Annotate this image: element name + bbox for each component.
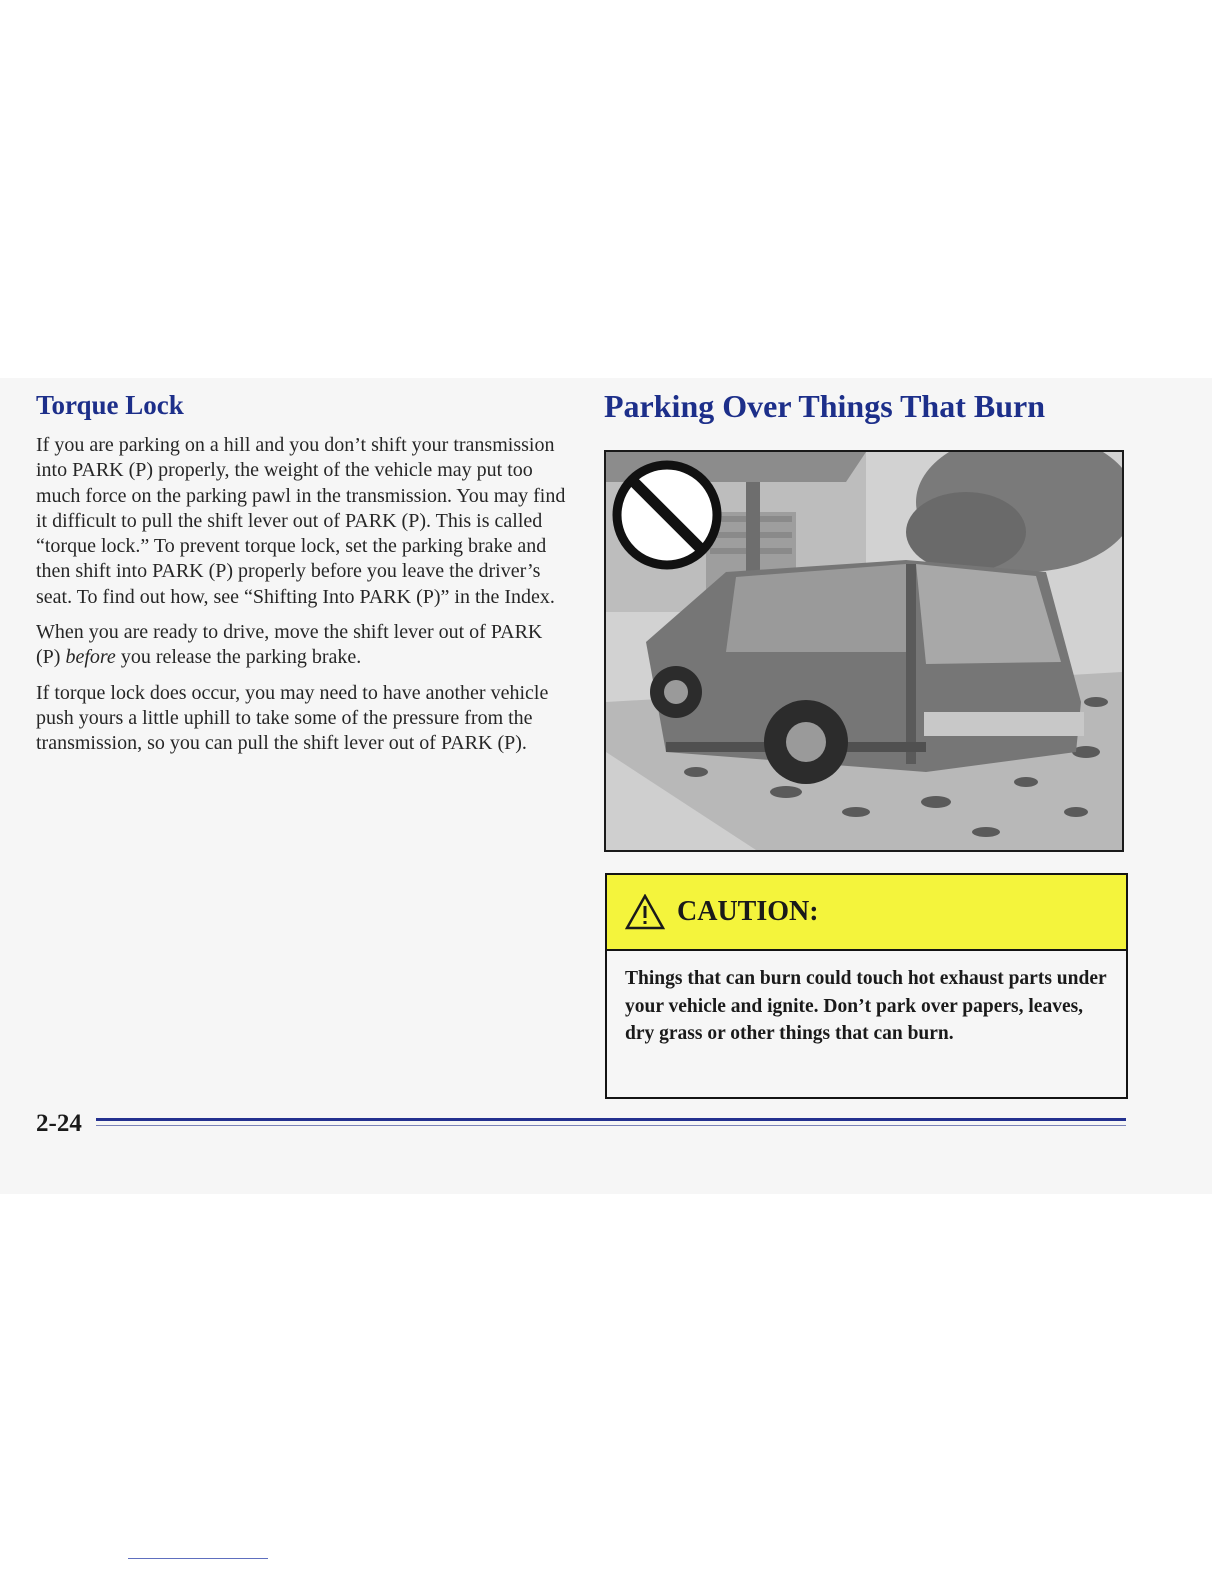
body-paragraph: If you are parking on a hill and you don’t shift your transmission into PARK (P) properly, the weight of the vehicle may put too much force on the parking pawl in the transmission. You may find it difficult to pull the shift lever out of PARK (P). This is called “torque lock.” To prevent torque lock, set the parking brake and then shift into PARK (P) properly before you leave the driver’s seat. To find out how, see “Shifting Into PARK (P)” in the Index.: [36, 434, 566, 608]
illustration: [604, 450, 1124, 852]
text-run: When you are ready to drive, move the shift lever out of PARK (P): [36, 621, 543, 669]
body-paragraph: If torque lock does occur, you may need to have another vehicle push yours a little uphill to take some of the pressure from the transmission, so you can pull the shift lever out of PARK (P).: [36, 681, 549, 755]
page-number: 2-24: [36, 1110, 82, 1137]
caution-header: [607, 875, 1126, 951]
text-run: you release the parking brake.: [115, 646, 362, 669]
no-parking-prohibition-icon: [612, 460, 722, 570]
footer-rule: [96, 1118, 1126, 1121]
caution-label: CAUTION:: [677, 896, 819, 927]
caution-text: Things that can burn could touch hot exhaust parts under your vehicle and ignite. Don’t park over papers, leaves, dry grass or other things that can burn.: [625, 968, 1107, 1044]
emphasis-text: before: [65, 646, 116, 669]
bottom-rule: [128, 1558, 268, 1559]
section-heading: Torque Lock: [36, 390, 184, 420]
footer-rule-thin: [96, 1125, 1126, 1126]
body-paragraph: [36, 620, 566, 671]
warning-triangle-icon: [625, 894, 665, 930]
caution-box: [605, 873, 1128, 1099]
page-title: Parking Over Things That Burn: [604, 388, 1046, 424]
torque-lock-section: [36, 390, 566, 767]
